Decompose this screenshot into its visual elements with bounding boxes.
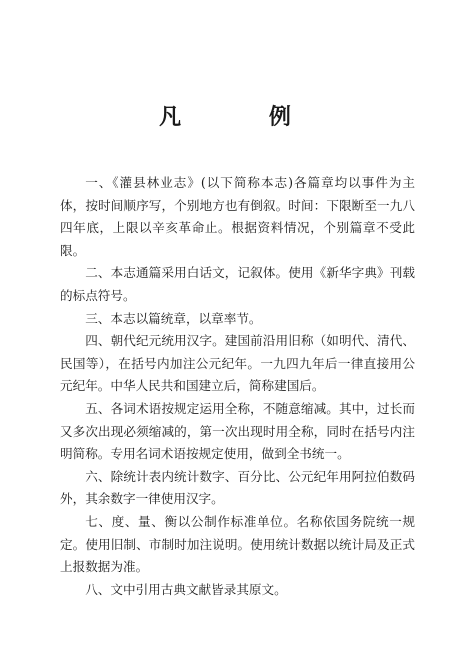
paragraph-7: 七、度、量、衡以公制作标准单位。名称依国务院统一规定。使用旧制、市制时加注说明。使用统计数据以统计局及正式上报数据为准。 [60, 513, 415, 575]
body-text [60, 172, 415, 601]
paragraph-5: 五、各词术语按规定运用全称，不随意缩减。其中，过长而又多次出现必须缩减的，第一次出现时用全称，同时在括号内注明简称。专用名词术语按规定使用，做到全书统一。 [60, 400, 415, 462]
paragraph-2: 二、本志通篇采用白话文，记叙体。使用《新华字典》刊载的标点符号。 [60, 265, 415, 303]
paragraph-3: 三、本志以篇统章，以章率节。 [85, 310, 262, 326]
page-title: 凡 例 [159, 104, 331, 130]
paragraph-4: 四、朝代纪元统用汉字。建国前沿用旧称（如明代、清代、民国等），在括号内加注公元纪年。一九四九年后一律直接用公元纪年。中华人民共和国建立后，简称建国后。 [60, 333, 415, 394]
paragraph-8: 八、文中引用古典文献皆录其原文。 [85, 581, 287, 597]
paragraph-1: 一、《灌县林业志》(以下简称本志)各篇章均以事件为主体，按时间顺序写，个别地方也有倒叙。时间：下限断至一九八四年底，上限以辛亥革命止。根据资料情况，个别篇章不受此限。 [60, 175, 415, 258]
paragraph-6: 六、除统计表内统计数字、百分比、公元纪年用阿拉伯数码外，其余数字一律使用汉字。 [60, 468, 415, 507]
